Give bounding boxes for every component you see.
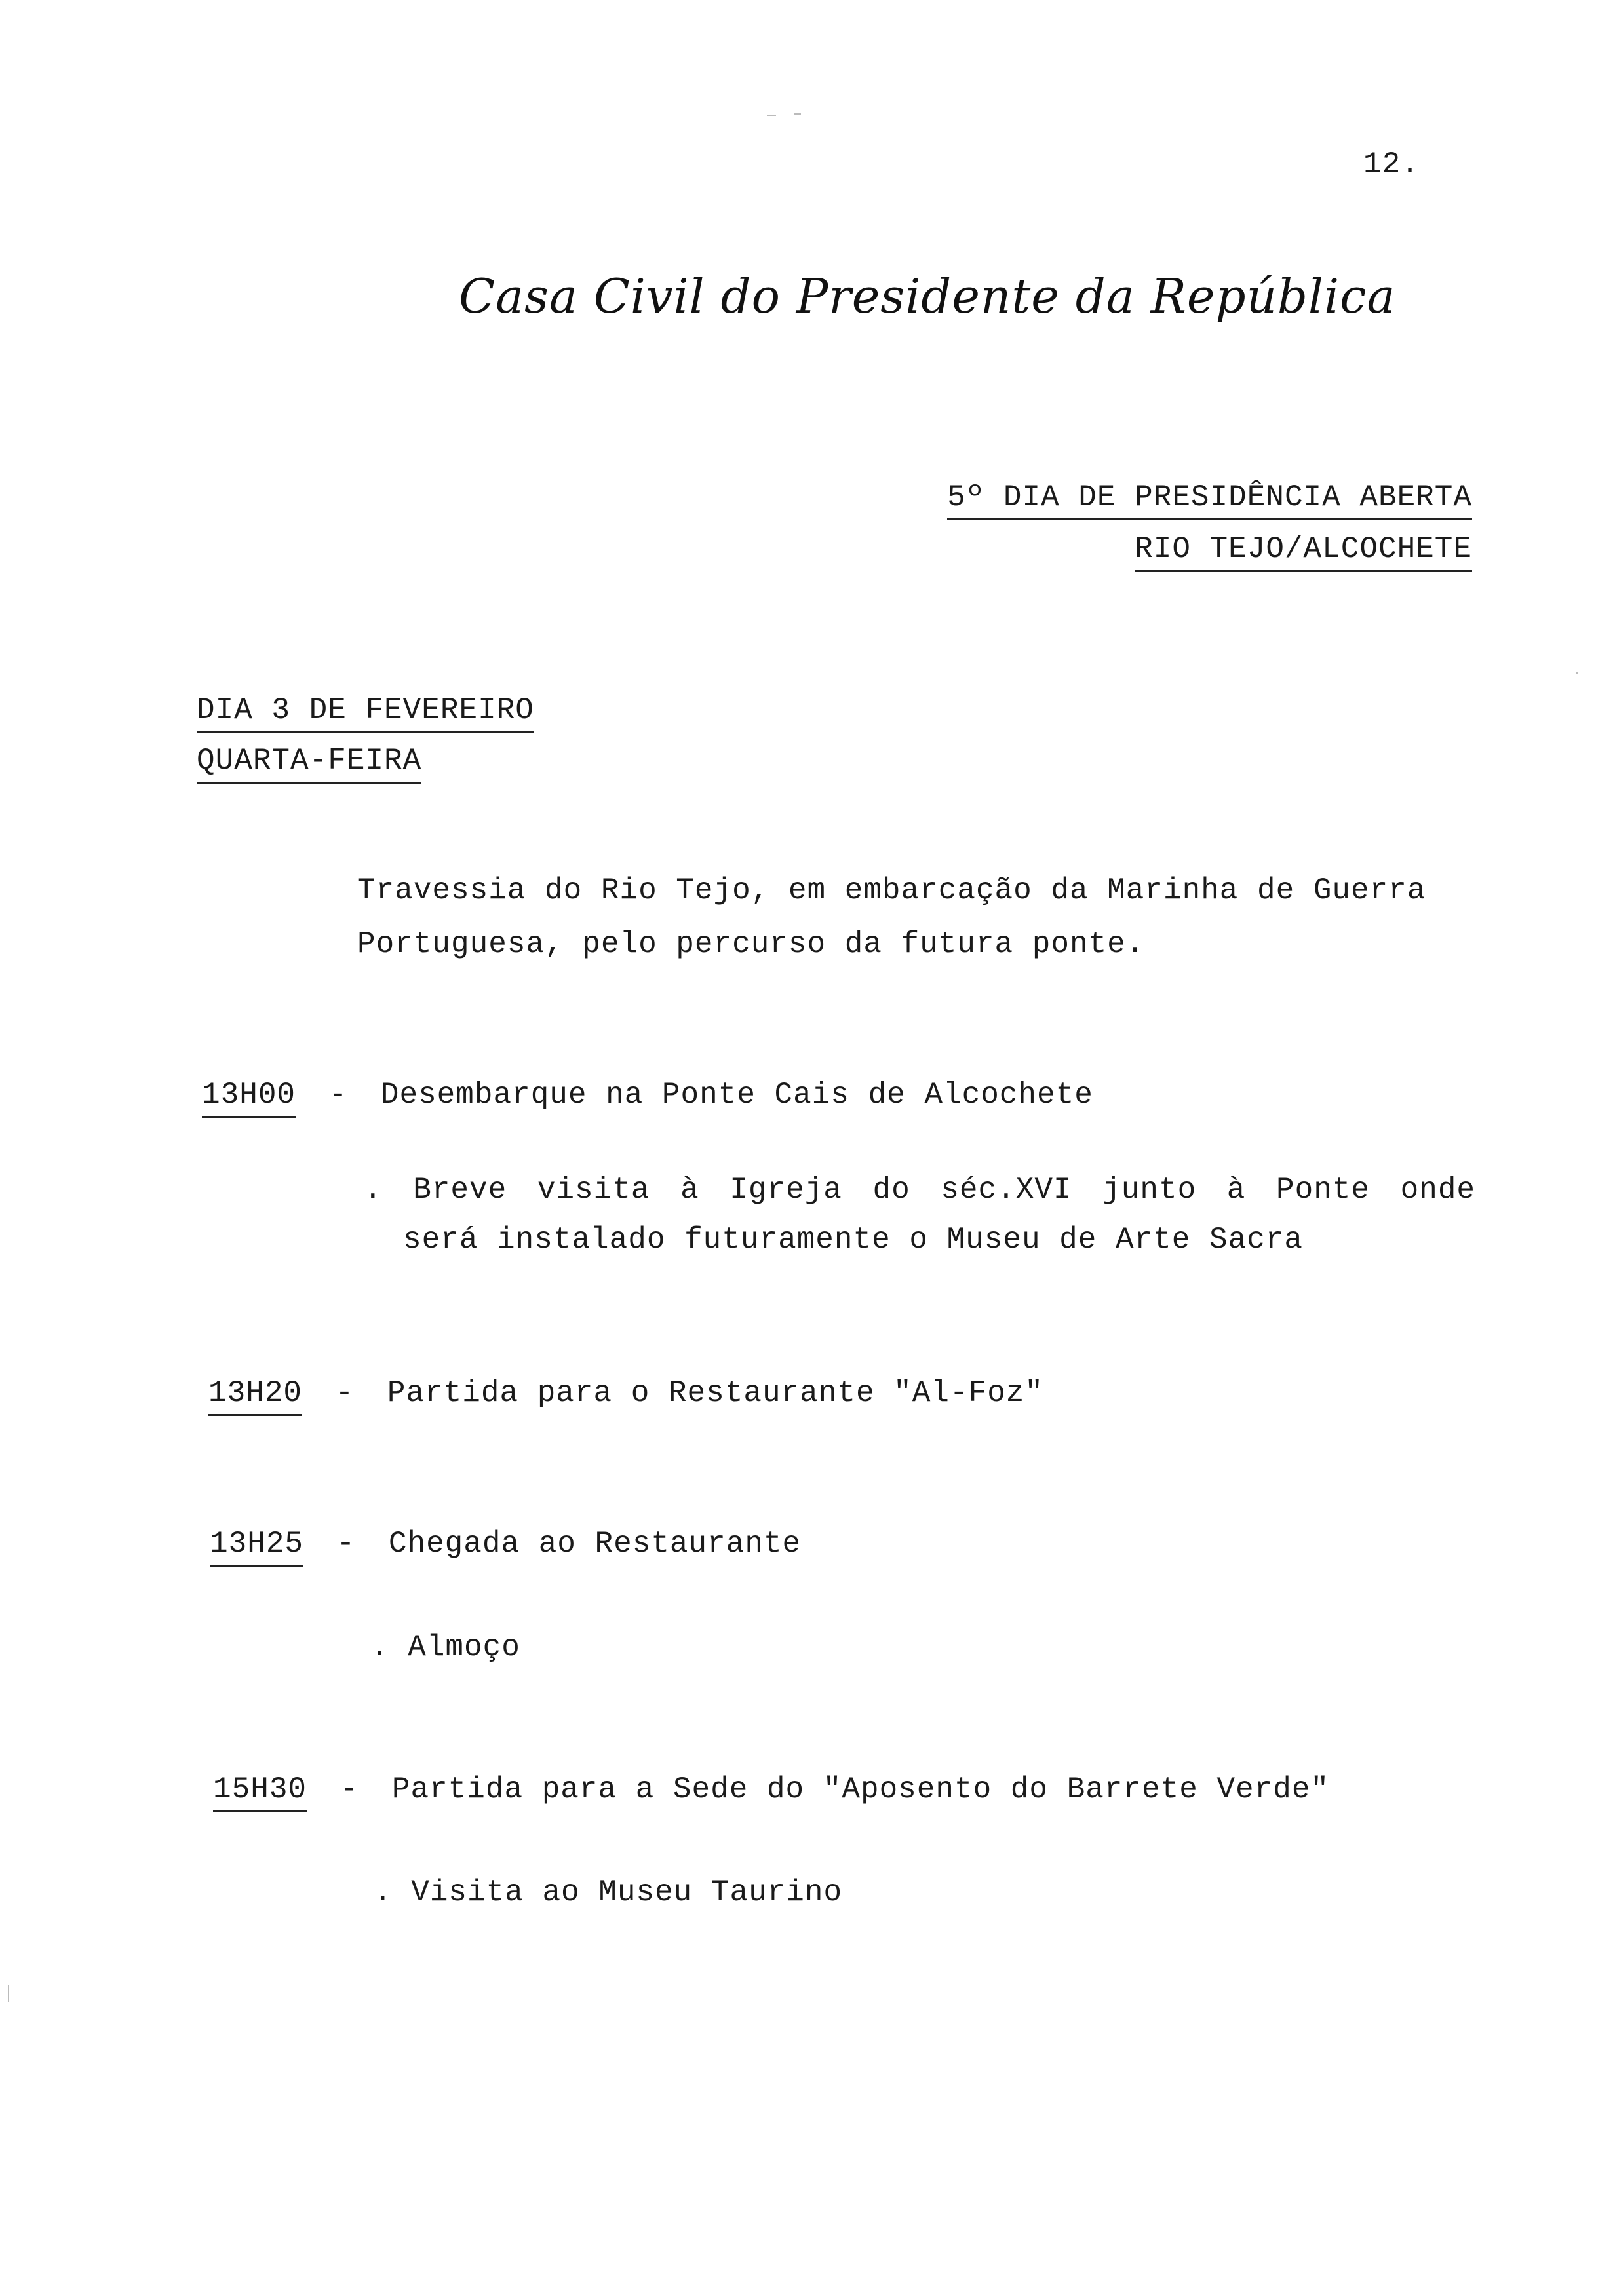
schedule-note-line-1: . Breve visita à Igreja do séc.XVI junto à Ponte onde <box>364 1173 1476 1207</box>
schedule-note <box>374 1875 842 1909</box>
schedule-note-line-1: . Almoço <box>370 1630 520 1664</box>
letterhead-script: Casa Civil do Presidente da República <box>459 269 1396 324</box>
intro-paragraph <box>357 873 1426 961</box>
schedule-note-line-2: será instalado futuramente o Museu de Arte Sacra <box>403 1223 1304 1257</box>
schedule-item <box>210 1527 801 1561</box>
schedule-time: 13H00 <box>202 1078 296 1118</box>
date-line-2: QUARTA-FEIRA <box>197 744 421 784</box>
schedule-text: Partida para o Restaurante "Al-Foz" <box>387 1376 1044 1410</box>
intro-line-1: Travessia do Rio Tejo, em embarcação da Marinha de Guerra <box>357 873 1426 908</box>
schedule-time: 13H25 <box>210 1527 303 1567</box>
schedule-dash: - <box>336 1527 356 1561</box>
title-block <box>947 480 1472 572</box>
schedule-item <box>208 1376 1043 1410</box>
intro-line-2: Portuguesa, pelo percurso da futura ponte. <box>357 927 1145 961</box>
title-line-1: 5º DIA DE PRESIDÊNCIA ABERTA <box>947 480 1472 520</box>
schedule-note <box>370 1630 520 1664</box>
date-line-1: DIA 3 DE FEVEREIRO <box>197 693 534 733</box>
schedule-item <box>213 1772 1329 1807</box>
schedule-text: Desembarque na Ponte Cais de Alcochete <box>380 1078 1093 1112</box>
schedule-dash: - <box>328 1078 348 1112</box>
schedule-dash: - <box>335 1376 355 1410</box>
scan-speck <box>8 1985 9 2002</box>
scan-speck <box>767 115 776 116</box>
schedule-time: 13H20 <box>208 1376 302 1416</box>
schedule-time: 15H30 <box>213 1772 307 1812</box>
title-line-2: RIO TEJO/ALCOCHETE <box>1135 532 1472 572</box>
schedule-note <box>364 1173 1475 1257</box>
schedule-text: Chegada ao Restaurante <box>388 1527 802 1561</box>
schedule-dash: - <box>340 1772 359 1807</box>
scan-speck <box>1576 672 1578 674</box>
schedule-note-line-1: . Visita ao Museu Taurino <box>374 1875 843 1909</box>
scan-speck <box>794 113 801 115</box>
page-number: 12. <box>1363 147 1420 182</box>
schedule-item <box>202 1078 1093 1112</box>
date-block <box>197 693 534 784</box>
schedule-text: Partida para a Sede do "Aposento do Barrete Verde" <box>391 1772 1330 1807</box>
